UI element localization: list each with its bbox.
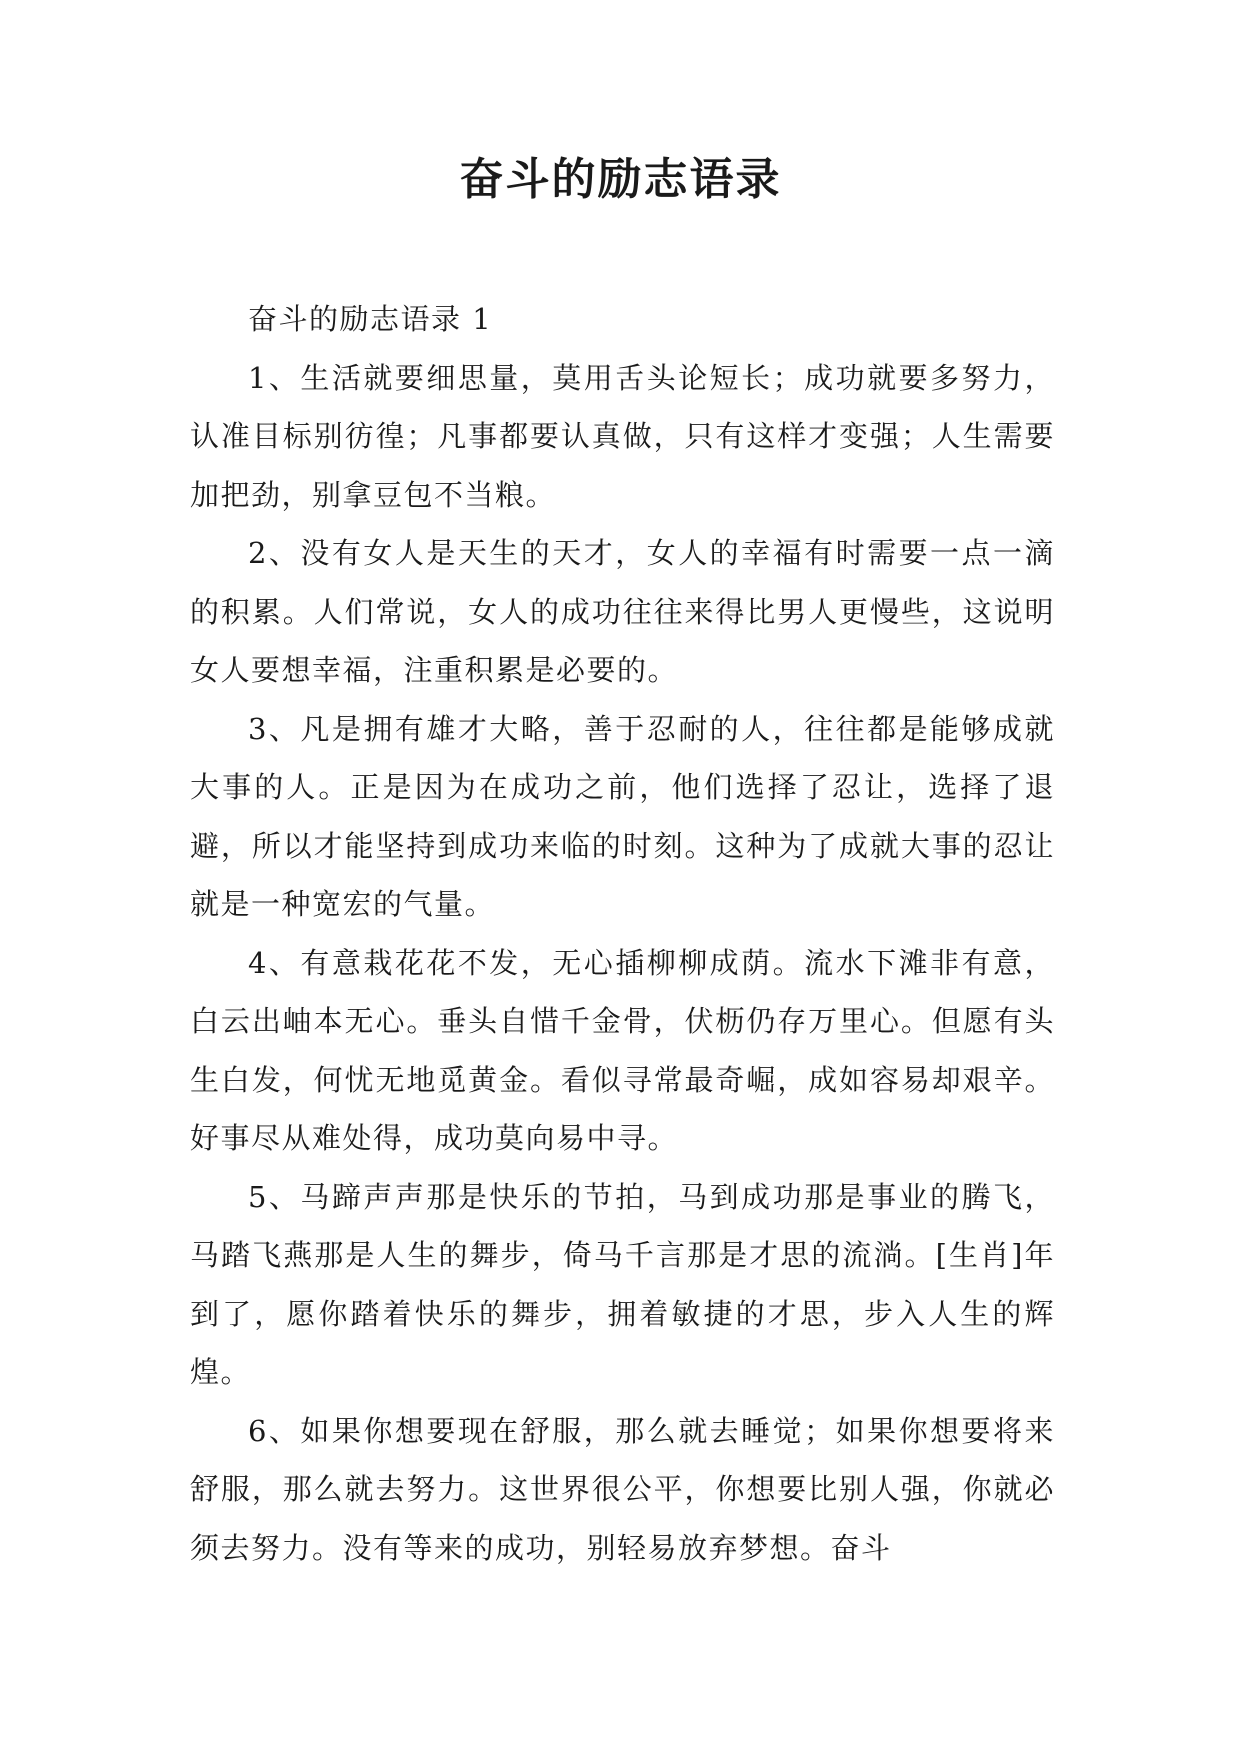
- paragraph-3: 3、凡是拥有雄才大略，善于忍耐的人，往往都是能够成就大事的人。正是因为在成功之前，他们选择了忍让，选择了退避，所以才能坚持到成功来临的时刻。这种为了成就大事的忍让就是一种宽宏的气量。: [190, 711, 1055, 921]
- section-heading: 奋斗的励志语录 1: [248, 302, 493, 336]
- document-body: [190, 290, 1055, 1577]
- paragraph-2: 2、没有女人是天生的天才，女人的幸福有时需要一点一滴的积累。人们常说，女人的成功往往来得比男人更慢些，这说明女人要想幸福，注重积累是必要的。: [190, 536, 1055, 687]
- paragraph-6: 6、如果你想要现在舒服，那么就去睡觉；如果你想要将来舒服，那么就去努力。这世界很公平，你想要比别人强，你就必须去努力。没有等来的成功，别轻易放弃梦想。奋斗: [190, 1413, 1055, 1565]
- paragraph-4: 4、有意栽花花不发，无心插柳柳成荫。流水下滩非有意，白云出岫本无心。垂头自惜千金骨，伏枥仍存万里心。但愿有头生白发，何忧无地觅黄金。看似寻常最奇崛，成如容易却艰辛。好事尽从难处得，成功莫向易中寻。: [190, 945, 1055, 1155]
- paragraph-1: 1、生活就要细思量，莫用舌头论短长；成功就要多努力，认准目标别彷徨；凡事都要认真做，只有这样才变强；人生需要加把劲，别拿豆包不当粮。: [190, 360, 1055, 512]
- document-title: 奋斗的励志语录: [459, 154, 782, 205]
- paragraph-5: 5、马蹄声声那是快乐的节拍，马到成功那是事业的腾飞，马踏飞燕那是人生的舞步，倚马千言那是才思的流淌。[生肖]年到了，愿你踏着快乐的舞步，拥着敏捷的才思，步入人生的辉煌。: [190, 1179, 1055, 1389]
